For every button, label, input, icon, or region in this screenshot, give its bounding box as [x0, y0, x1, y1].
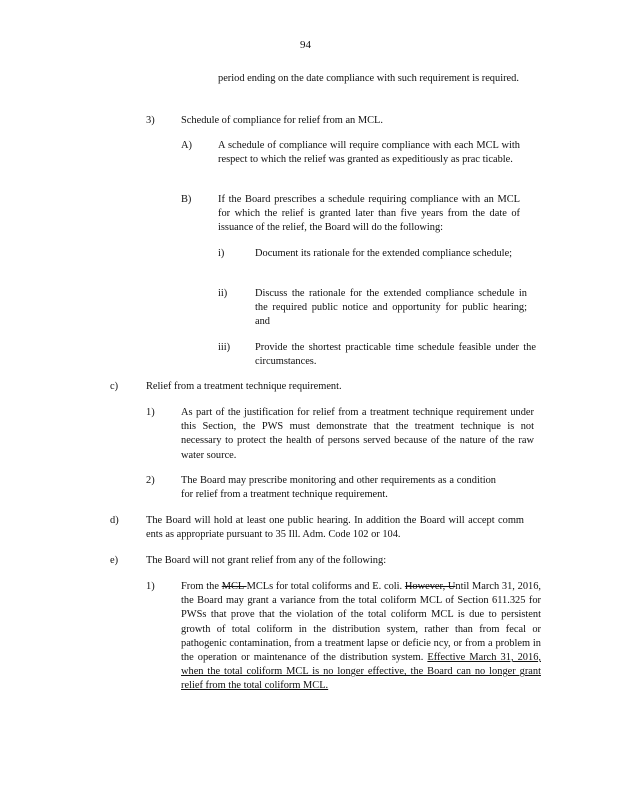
item-3A-label: A): [181, 140, 192, 151]
e1-deleted-mcl: MCL: [221, 581, 247, 592]
e1-text-part1: From the: [181, 581, 222, 592]
item-3Biii-label: iii): [218, 342, 231, 353]
page-number: 94: [300, 39, 311, 51]
item-d-label: d): [110, 515, 119, 526]
item-3A-text: A schedule of compliance will require compliance with each MCL with respect to which the relief was granted as expeditiously as prac ticable.: [218, 140, 520, 166]
item-3Bii-text: Discuss the rationale for the extended compliance schedule in the required public notice and opportunity for public hearing; and: [255, 288, 527, 328]
item-3Biii-text: Provide the shortest practicable time schedule feasible under the circumstances.: [255, 342, 536, 368]
e1-inserted-effective: Effective March 31, 2016, when the total coliform MCL is no longer effective, the Board can no longer grant relief from the total coliform MCL.: [181, 652, 541, 692]
item-c1-label: 1): [146, 407, 155, 418]
item-3-heading: Schedule of compliance for relief from an MCL.: [181, 115, 383, 126]
item-e1-label: 1): [146, 581, 155, 592]
e1-text-part2: MCLs for total coliforms and E. coli.: [246, 581, 405, 592]
item-3-label: 3): [146, 115, 155, 126]
continued-paragraph: period ending on the date compliance with such requirement is required.: [218, 73, 519, 84]
item-c2-label: 2): [146, 475, 155, 486]
item-3Bii-label: ii): [218, 288, 228, 299]
item-e-label: e): [110, 555, 119, 566]
item-e1-text: [181, 580, 541, 694]
item-3Bi-label: i): [218, 248, 225, 259]
item-3Bi-text: Document its rationale for the extended compliance schedule;: [255, 248, 513, 259]
item-c2-text: The Board may prescribe monitoring and other requirements as a condition for relief from a treatment technique requirement.: [181, 475, 496, 501]
item-3B-text: If the Board prescribes a schedule requiring compliance with an MCL for which the relief is granted later than five years from the date of issuance of the relief, the Board will do the following:: [218, 194, 520, 234]
e1-deleted-however: However, U: [404, 581, 456, 592]
item-3B-label: B): [181, 194, 192, 205]
item-e-heading: The Board will not grant relief from any of the following:: [146, 555, 387, 566]
item-c-label: c): [110, 381, 119, 392]
e1-text-part3: ntil March 31, 2016, the Board may grant a variance from the total coliform MCL of Section 611.325 for PWSs that prove that the violation of the total coliform MCL is due to persistent growth of total coliform in the distribution system, rather than from fecal or pathogenic contamination, from a treatment lapse or deficie ncy, or from a problem in the operation or maintenance of the distribution system.: [181, 581, 541, 664]
item-c1-text: As part of the justification for relief from a treatment technique requirement under this Section, the PWS must demonstrate that the treatment technique is not necessary to protect the health of persons served because of the nature of the raw water source.: [181, 407, 534, 461]
item-d-text: The Board will hold at least one public hearing. In addition the Board will accept comm ents as appropriate pursuant to 35 Ill. Adm. Code 102 or 104.: [146, 515, 524, 541]
item-c-heading: Relief from a treatment technique requirement.: [146, 381, 342, 392]
